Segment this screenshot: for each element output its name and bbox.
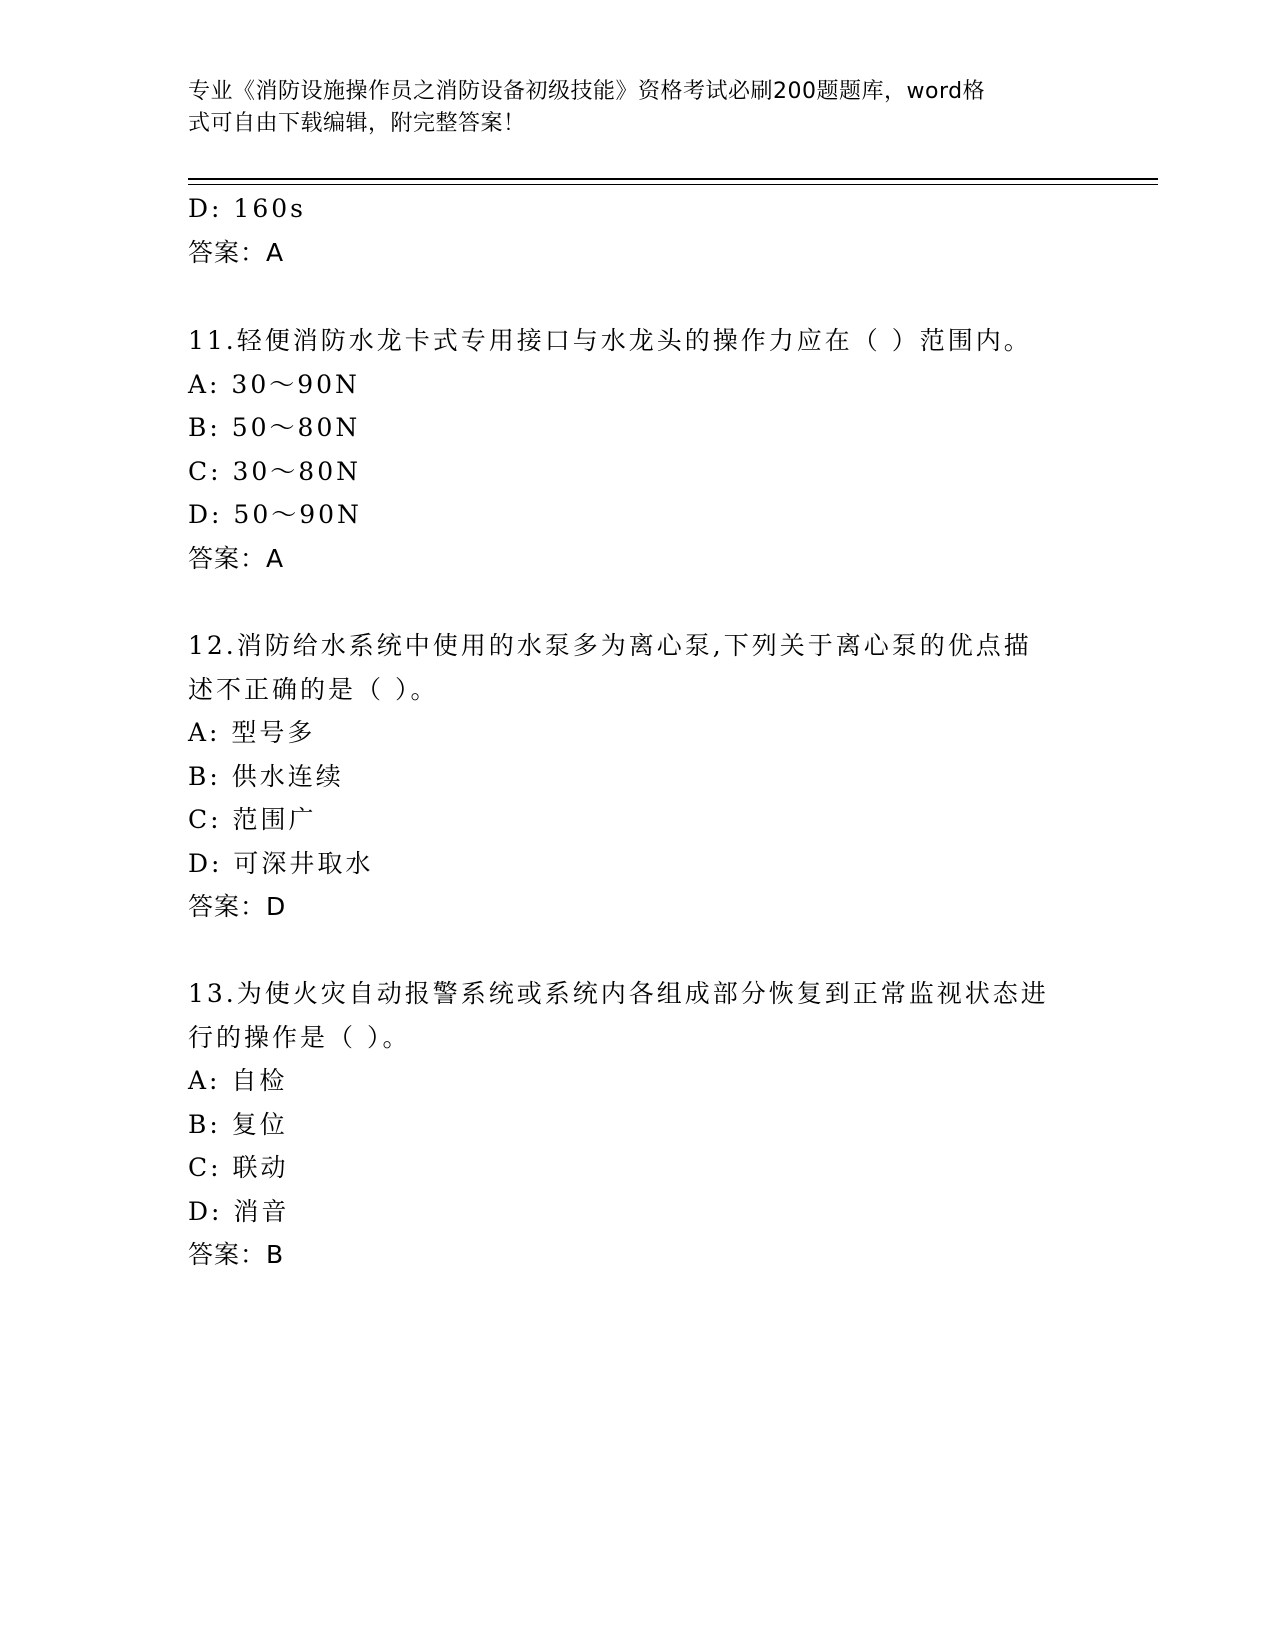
header-rule-thick — [188, 178, 1158, 180]
question-13-option-b: B: 复位 — [188, 1110, 288, 1139]
question-11-option-b: B: 50～80N — [188, 413, 361, 442]
question-11-option-d: D: 50～90N — [188, 500, 362, 529]
header-rule-thin — [188, 184, 1158, 185]
question-13-option-d: D: 消音 — [188, 1197, 290, 1226]
question-12-option-b: B: 供水连续 — [188, 762, 344, 791]
question-11-stem: 11.轻便消防水龙卡式专用接口与水龙头的操作力应在（ ）范围内。 — [188, 326, 1032, 355]
page-header — [188, 76, 1068, 140]
question-13-option-c: C: 联动 — [188, 1153, 289, 1182]
question-13-stem-line-2: 行的操作是（ ）。 — [188, 1023, 411, 1052]
header-line-2: 式可自由下载编辑，附完整答案！ — [188, 111, 526, 136]
prev-answer: 答案：A — [188, 238, 285, 267]
question-11-answer: 答案：A — [188, 544, 285, 573]
question-12-stem-line-1: 12.消防给水系统中使用的水泵多为离心泵,下列关于离心泵的优点描 — [188, 631, 1032, 660]
question-12-answer: 答案：D — [188, 892, 287, 921]
question-13-answer: 答案：B — [188, 1240, 285, 1269]
question-12-option-c: C: 范围广 — [188, 805, 317, 834]
question-12-option-d: D: 可深井取水 — [188, 849, 374, 878]
prev-option-d: D: 160s — [188, 194, 306, 223]
question-12-stem-line-2: 述不正确的是（ ）。 — [188, 675, 439, 704]
question-11-option-a: A: 30～90N — [188, 370, 360, 399]
question-13-stem-line-1: 13.为使火灾自动报警系统或系统内各组成部分恢复到正常监视状态进 — [188, 979, 1049, 1008]
header-line-1: 专业《消防设施操作员之消防设备初级技能》资格考试必刷200题题库，word格 — [188, 79, 986, 104]
question-11-option-c: C: 30～80N — [188, 457, 361, 486]
question-12-option-a: A: 型号多 — [188, 718, 316, 747]
question-13-option-a: A: 自检 — [188, 1066, 288, 1095]
